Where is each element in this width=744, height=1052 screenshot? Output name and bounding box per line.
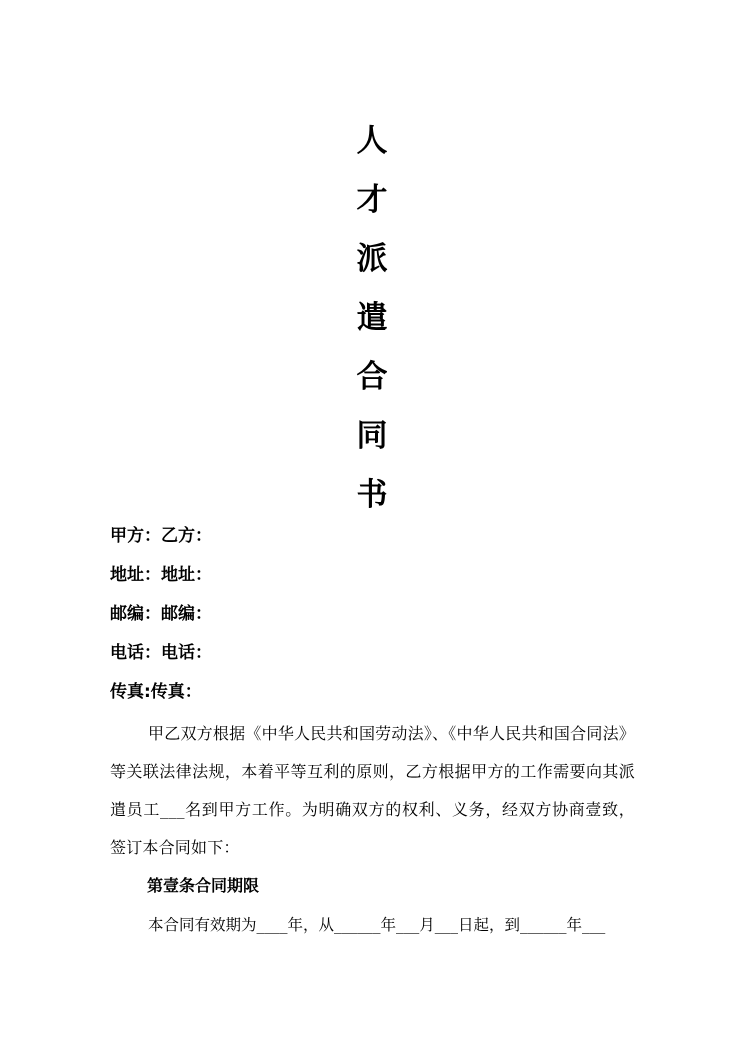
title-char: 同 bbox=[356, 418, 388, 454]
phone-line: 电话：电话： bbox=[110, 643, 212, 663]
address-line: 地址：地址： bbox=[110, 565, 212, 585]
title-char: 书 bbox=[356, 477, 388, 513]
document-title bbox=[0, 112, 744, 525]
title-char: 合 bbox=[356, 359, 388, 395]
title-char: 派 bbox=[356, 241, 388, 277]
party-info-block bbox=[110, 522, 212, 717]
postcode-line: 邮编：邮编： bbox=[110, 604, 212, 624]
title-char: 才 bbox=[356, 182, 388, 218]
fax-line: 传真:传真： bbox=[110, 682, 202, 702]
party-a-b-line: 甲方：乙方： bbox=[110, 526, 212, 546]
title-char: 遣 bbox=[356, 300, 388, 336]
term-clause-line: 本合同有效期为____年，从______年___月___日起，到______年___ bbox=[148, 916, 606, 934]
intro-paragraph: 甲乙双方根据《中华人民共和国劳动法》、《中华人民共和国合同法》等关联法律法规，本着平等互利的原则，乙方根据甲方的工作需要向其派遣员工___名到甲方工作。为明确双方的权利、义务，经双方协商壹致，签订本合同如下： bbox=[110, 724, 635, 857]
title-char: 人 bbox=[356, 123, 388, 159]
section-heading: 第壹条合同期限 bbox=[147, 876, 260, 895]
